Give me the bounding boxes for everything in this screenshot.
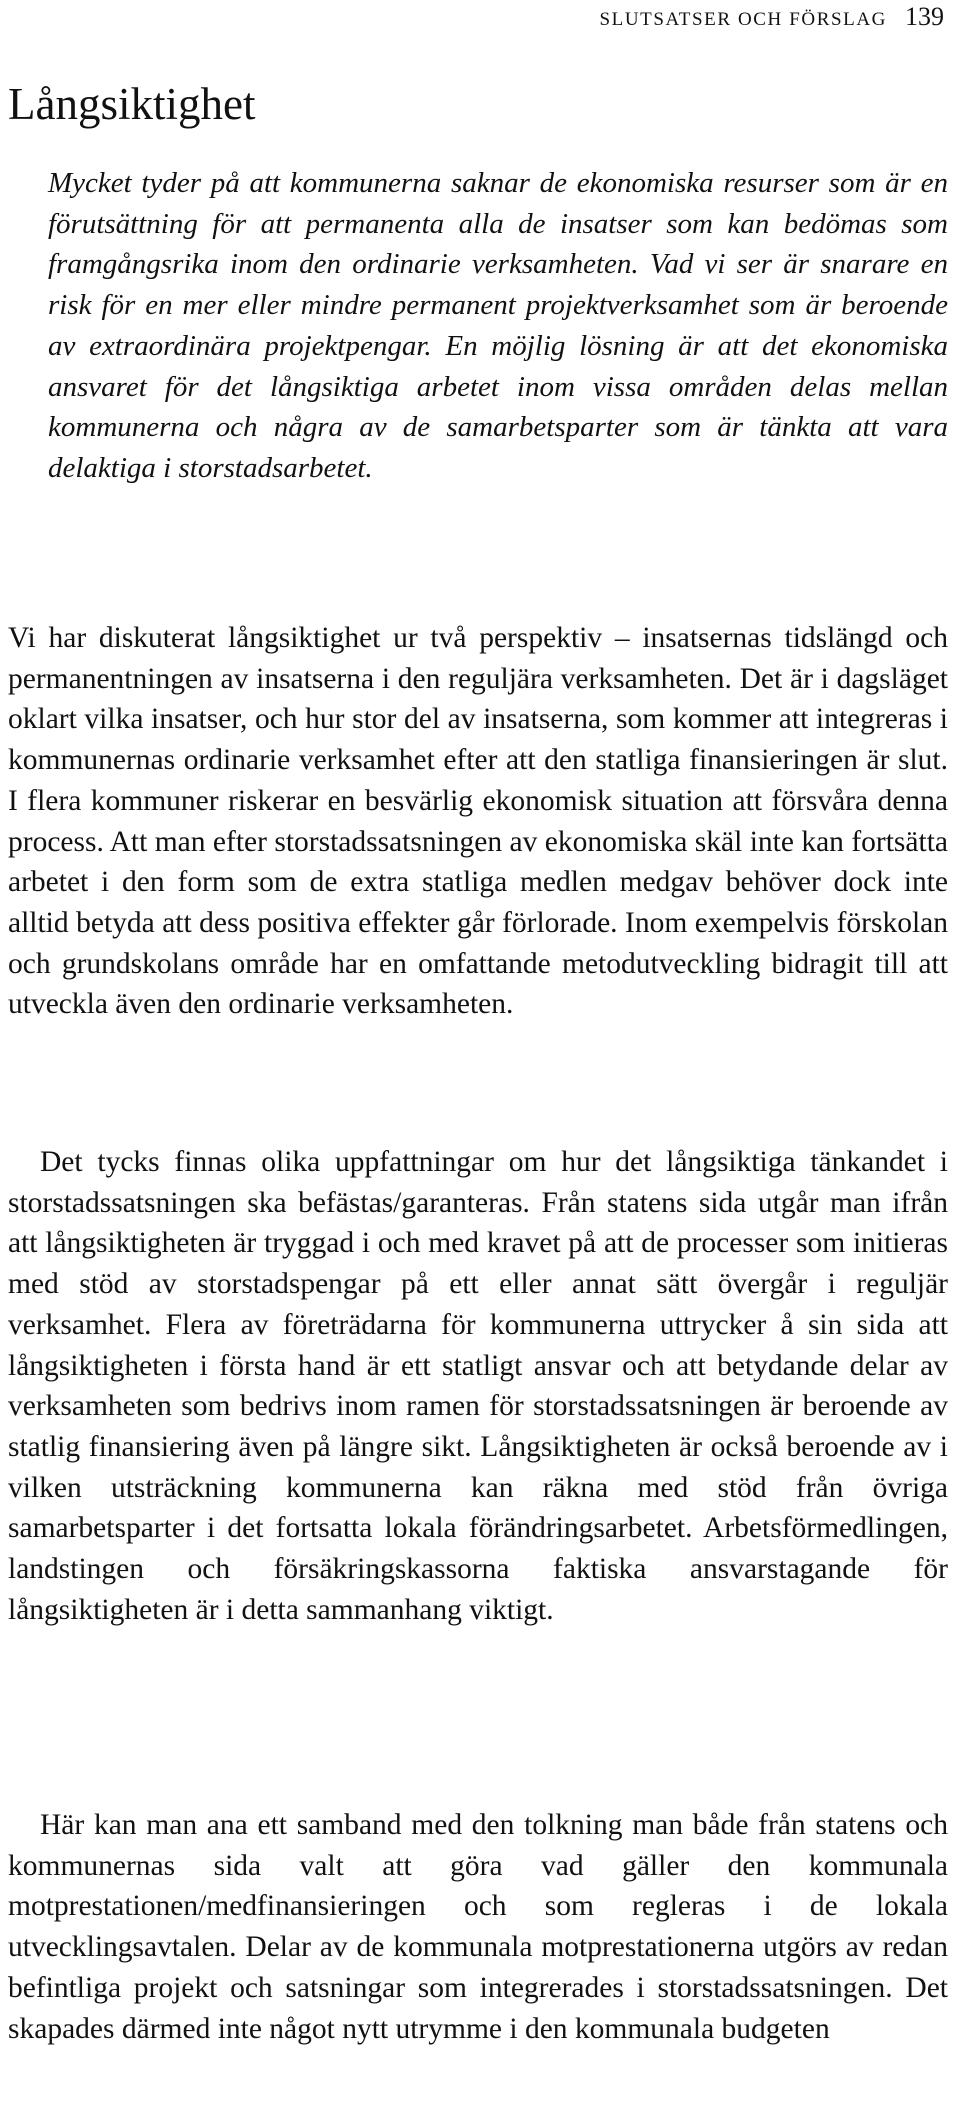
running-head-title: SLUTSATSER OCH FÖRSLAG (599, 9, 887, 30)
summary-paragraph: Mycket tyder på att kommunerna saknar de ekonomiska resurser som är en förutsättning för att permanenta alla de insatser som kan bedömas som framgångsrika inom den ordinarie verksamheten. Vad vi ser är snarare en risk för en mer eller mindre permanent projektverksamhet som är beroende av extraordinära projektpengar. En möjlig lösning är att det ekonomiska ansvaret för det långsiktiga arbetet inom vissa områden delas mellan kommunerna och några av de samarbetsparter som är tänkta att vara delaktiga i storstadsarbetet. (48, 167, 948, 484)
page-number: 139 (905, 2, 944, 31)
body-paragraph-3: Här kan man ana ett samband med den tolkning man både från statens och kommunernas sida valt att göra vad gäller den kommunala motprestationen/medfinansieringen och som regleras i de lokala utvecklingsavtalen. Delar av de kommunala motprestationerna utgörs av redan befintliga projekt och satsningar som integrerades i storstadssatsningen. Det skapades därmed inte något nytt utrymme i den kommunala budgeten (8, 1809, 948, 2045)
body-paragraph-2: Det tycks finnas olika uppfattningar om hur det långsiktiga tänkandet i storstadssatsningen ska befästas/garanteras. Från statens sida utgår man ifrån att långsiktigheten är tryggad i och med kravet på att de processer som initieras med stöd av storstadspengar på ett eller annat sätt övergår i reguljär verksamhet. Flera av företrädarna för kommunerna uttrycker å sin sida att långsiktigheten i första hand är ett statligt ansvar och att betydande delar av verksamheten som bedrivs inom ramen för storstadssatsningen är beroende av statlig finansiering även på längre sikt. Långsiktigheten är också beroende av i vilken utsträckning kommunerna kan räkna med stöd från övriga samarbetsparter i det fortsatta lokala förändringsarbetet. Arbetsförmedlingen, landstingen och försäkringskassorna faktiska ansvarstagande för långsiktigheten är i detta sammanhang viktigt. (8, 1146, 948, 1626)
running-head (599, 2, 944, 32)
body-paragraph-1: Vi har diskuterat långsiktighet ur två perspektiv – insatsernas tidslängd och permanentningen av insatserna i den reguljära verksamheten. Det är i dagsläget oklart vilka insatser, och hur stor del av insatserna, som kommer att integreras i kommunernas ordinarie verksamhet efter att den statliga finansieringen är slut. I flera kommuner riskerar en besvärlig ekonomisk situation att försvåra denna process. Att man efter storstadssatsningen av ekonomiska skäl inte kan fortsätta arbetet i den form som de extra statliga medlen medgav behöver dock inte alltid betyda att dess positiva effekter går förlorade. Inom exempelvis förskolan och grundskolans område har en omfattande metodutveckling bidragit till att utveckla även den ordinarie verksamheten. (8, 622, 948, 1021)
section-heading: Långsiktighet (8, 79, 256, 129)
